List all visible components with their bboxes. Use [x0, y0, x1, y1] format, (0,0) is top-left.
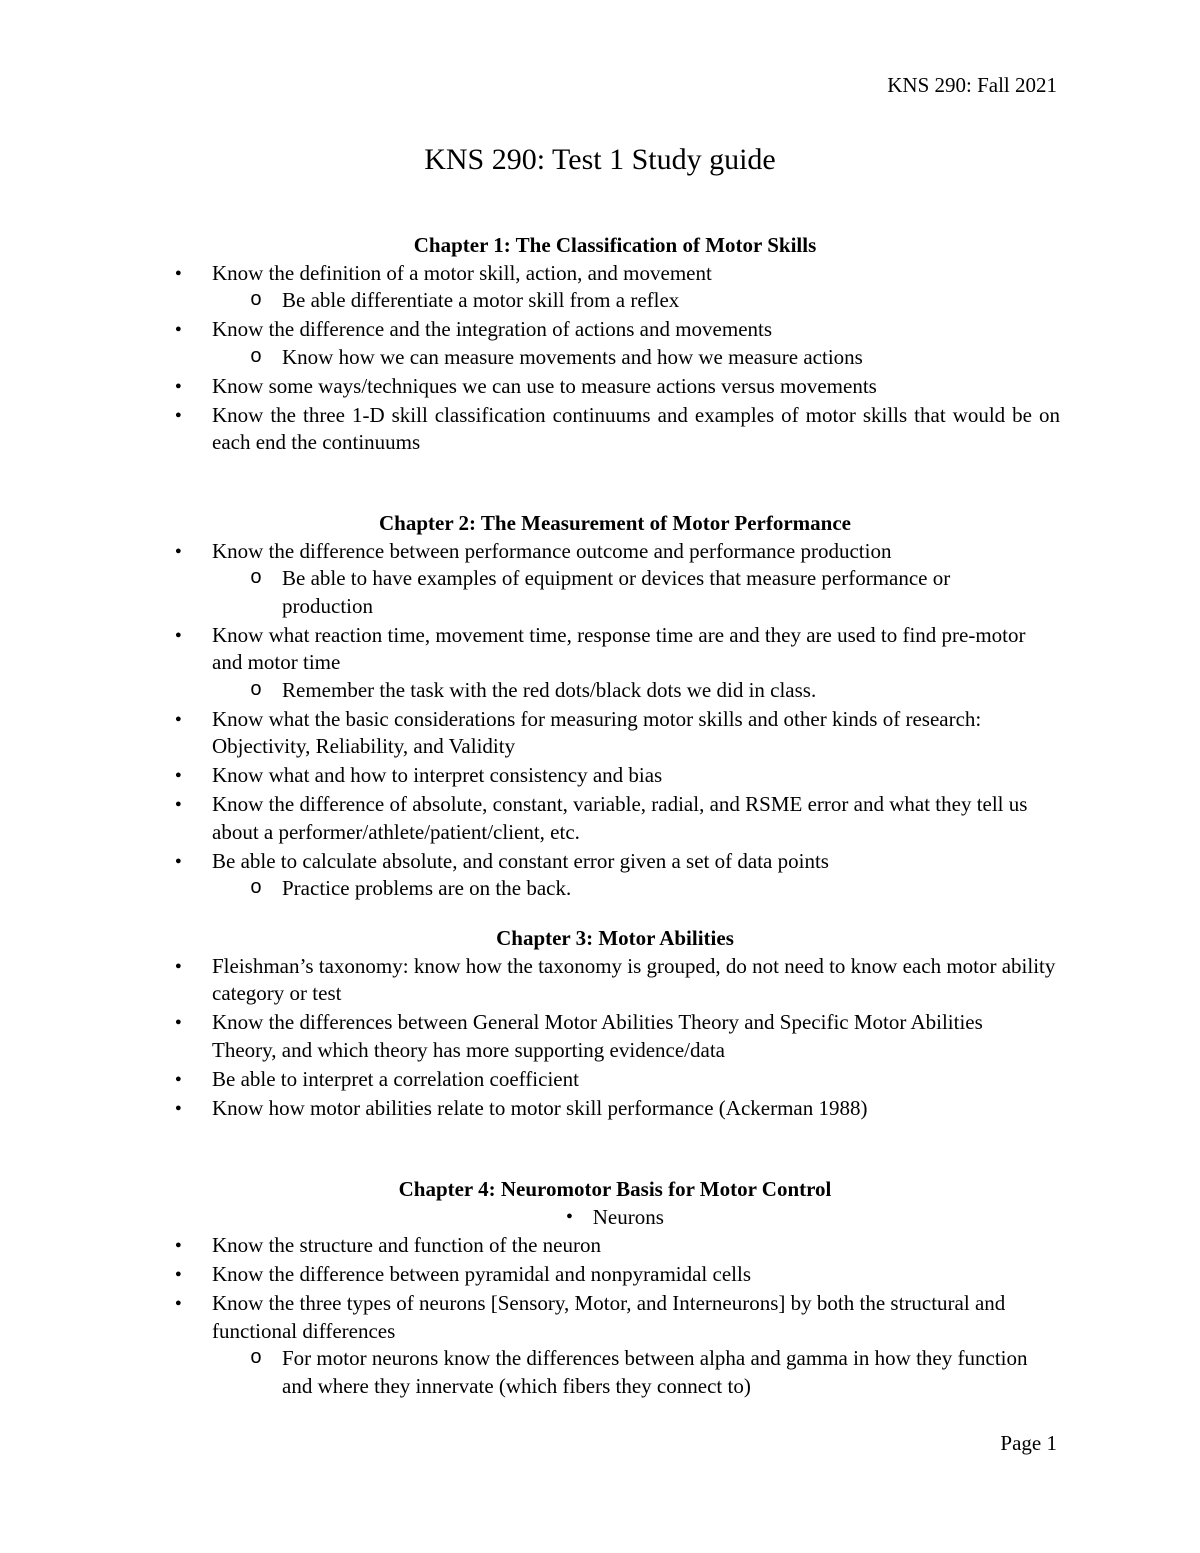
sub-list-item: o Be able to have examples of equipment or devices that measure performance or production — [170, 565, 1040, 620]
chapter-2-list — [170, 538, 1060, 903]
list-item: ● Know what reaction time, movement time, response time are and they are used to find pre-motor and motor time o Remember the task with the red dots/black dots we did in class. — [170, 622, 1042, 705]
list-item: ● Know the structure and function of the neuron — [170, 1232, 1060, 1260]
sub-list-item: o Practice problems are on the back. — [170, 875, 1060, 903]
sub-list-item: o Remember the task with the red dots/black dots we did in class. — [170, 677, 1042, 705]
list-item: ● Know what the basic considerations for measuring motor skills and other kinds of research: Objectivity, Reliability, and Validity — [170, 706, 1012, 761]
chapter-1-section — [170, 232, 1060, 458]
header-course-term: KNS 290: Fall 2021 — [887, 73, 1057, 97]
list-item: ● Know some ways/techniques we can use to measure actions versus movements — [170, 373, 1060, 401]
list-item: ● Know the difference and the integration of actions and movements o Know how we can measure movements and how we measure actions — [170, 316, 1060, 371]
chapter-2-title: Chapter 2: The Measurement of Motor Performance — [379, 511, 851, 535]
list-item: ● Know the differences between General Motor Abilities Theory and Specific Motor Abilities Theory, and which theory has more supporting evidence/data — [170, 1009, 1037, 1064]
list-item: ● Fleishman’s taxonomy: know how the taxonomy is grouped, do not need to know each motor ability category or test — [170, 953, 1062, 1008]
sub-list-item: o Know how we can measure movements and how we measure actions — [170, 344, 1060, 372]
list-item: ● Be able to calculate absolute, and constant error given a set of data points o Practice problems are on the back. — [170, 848, 1060, 903]
list-item: ● Be able to interpret a correlation coefficient — [170, 1066, 1060, 1094]
chapter-3-section — [170, 925, 1060, 1124]
chapter-4-list — [170, 1232, 1060, 1400]
page-number: Page 1 — [1000, 1431, 1057, 1455]
chapter-1-list — [170, 260, 1060, 457]
chapter-3-title: Chapter 3: Motor Abilities — [496, 926, 734, 950]
chapter-4-title: Chapter 4: Neuromotor Basis for Motor Control — [398, 1177, 832, 1201]
document-title: KNS 290: Test 1 Study guide — [424, 143, 776, 176]
list-item: ● Know the three types of neurons [Sensory, Motor, and Interneurons] by both the structural and functional differences o For motor neurons know the differences between alpha and gamma in how they function and where they innervate (which fibers they connect to) — [170, 1290, 1022, 1400]
list-item: ● Know the definition of a motor skill, action, and movement o Be able differentiate a motor skill from a reflex — [170, 260, 1060, 315]
list-item: ● Know what and how to interpret consistency and bias — [170, 762, 1060, 790]
list-item: ● Know the three 1-D skill classification continuums and examples of motor skills that would be on each end the continuums — [170, 402, 1060, 457]
chapter-4-subheading: ● Neurons — [566, 1204, 664, 1229]
sub-list-item: o For motor neurons know the differences between alpha and gamma in how they function and where they innervate (which fibers they connect to) — [170, 1345, 1040, 1400]
chapter-2-section — [170, 510, 1060, 904]
list-item: ● Know the difference between performance outcome and performance production o Be able to have examples of equipment or devices that measure performance or production — [170, 538, 1060, 621]
list-item: ● Know how motor abilities relate to motor skill performance (Ackerman 1988) — [170, 1095, 1060, 1123]
sub-list-item: o Be able differentiate a motor skill from a reflex — [170, 287, 1060, 315]
chapter-1-title: Chapter 1: The Classification of Motor Skills — [413, 233, 817, 257]
list-item: ● Know the difference of absolute, constant, variable, radial, and RSME error and what they tell us about a performer/athlete/patient/client, etc. — [170, 791, 1042, 846]
list-item: ● Know the difference between pyramidal and nonpyramidal cells — [170, 1261, 1060, 1289]
chapter-3-list — [170, 953, 1060, 1123]
bullet-icon: ● — [566, 1209, 573, 1222]
chapter-4-section — [170, 1176, 1060, 1402]
